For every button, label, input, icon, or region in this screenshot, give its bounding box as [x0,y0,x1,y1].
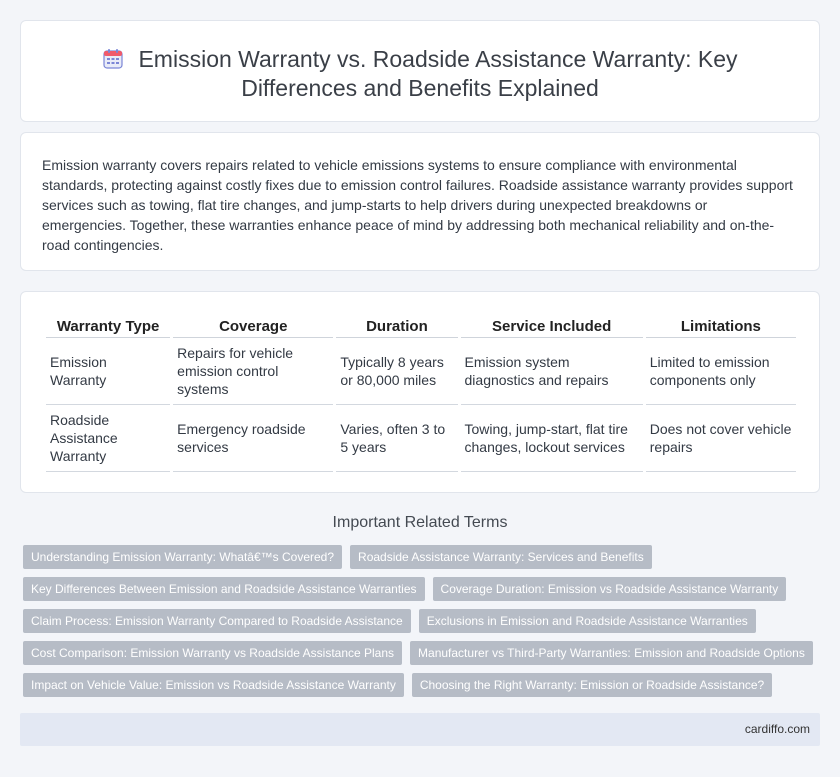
related-term-tag[interactable]: Coverage Duration: Emission vs Roadside Assistance Warranty [433,577,787,601]
header-warranty-type: Warranty Type [46,314,170,338]
tag-row [23,545,823,569]
table-cell: Limited to emission components only [646,338,796,405]
comparison-table [43,314,799,472]
header-service-included: Service Included [461,314,643,338]
related-term-tag[interactable]: Key Differences Between Emission and Roadside Assistance Warranties [23,577,425,601]
title-line-1: Emission Warranty vs. Roadside Assistance Warranty: Key [138,46,738,72]
related-terms-list [23,545,823,705]
related-term-tag[interactable]: Impact on Vehicle Value: Emission vs Roadside Assistance Warranty [23,673,404,697]
title-card [20,20,820,122]
tag-row [23,609,823,633]
footer-site-link[interactable]: cardiffo.com [744,722,810,736]
related-term-tag[interactable]: Choosing the Right Warranty: Emission or Roadside Assistance? [412,673,772,697]
header-coverage: Coverage [173,314,333,338]
tag-row [23,577,823,601]
table-cell: Emergency roadside services [173,405,333,472]
table-cell: Emission Warranty [46,338,170,405]
intro-paragraph: Emission warranty covers repairs related to vehicle emissions systems to ensure compliance with environmental standards, protecting against costly fixes due to emission control failures. Roadside assistance warranty provides support services such as towing, flat tire changes, and jump-starts to help drivers during unexpected breakdowns or emergencies. Together, these warranties enhance peace of mind by addressing both mechanical reliability and on-the-road contingencies. [42,157,793,253]
table-cell: Typically 8 years or 80,000 miles [336,338,457,405]
related-term-tag[interactable]: Cost Comparison: Emission Warranty vs Roadside Assistance Plans [23,641,402,665]
comparison-table-card [20,291,820,493]
related-term-tag[interactable]: Roadside Assistance Warranty: Services and Benefits [350,545,652,569]
related-term-tag[interactable]: Manufacturer vs Third-Party Warranties: Emission and Roadside Options [410,641,813,665]
header-duration: Duration [336,314,457,338]
table-cell: Does not cover vehicle repairs [646,405,796,472]
table-row [46,338,796,405]
table-cell: Repairs for vehicle emission control systems [173,338,333,405]
table-header-row [46,314,796,338]
tag-row [23,641,823,665]
header-limitations: Limitations [646,314,796,338]
title-line-2: Differences and Benefits Explained [241,75,599,101]
intro-card [20,132,820,271]
calendar-icon [102,48,124,70]
footer-bar [20,713,820,746]
related-terms-title: Important Related Terms [332,514,508,531]
table-row [46,405,796,472]
table-cell: Varies, often 3 to 5 years [336,405,457,472]
page-title [21,45,819,103]
related-term-tag[interactable]: Understanding Emission Warranty: Whatâ€™s Covered? [23,545,342,569]
related-term-tag[interactable]: Claim Process: Emission Warranty Compared to Roadside Assistance [23,609,411,633]
table-cell: Emission system diagnostics and repairs [461,338,643,405]
related-term-tag[interactable]: Exclusions in Emission and Roadside Assistance Warranties [419,609,756,633]
table-cell: Roadside Assistance Warranty [46,405,170,472]
table-cell: Towing, jump-start, flat tire changes, lockout services [461,405,643,472]
tag-row [23,673,823,697]
